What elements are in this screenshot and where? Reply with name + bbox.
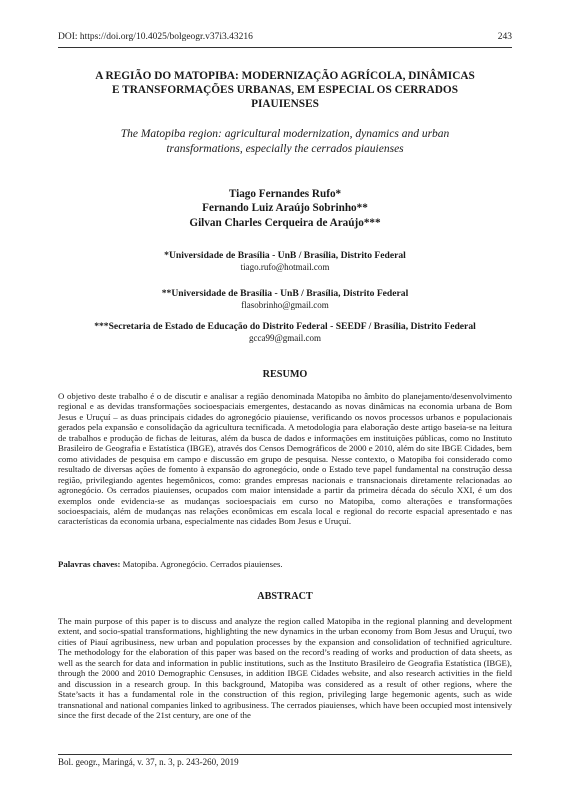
doi-text[interactable]: DOI: https://doi.org/10.4025/bolgeogr.v37i3.43216 (58, 32, 253, 42)
affiliation-email[interactable]: flasobrinho@gmail.com (241, 299, 329, 310)
subtitle-line: The Matopiba region: agricultural modernization, dynamics and urban (120, 128, 450, 140)
paper-title (58, 69, 512, 112)
page-number: 243 (497, 32, 512, 42)
footer-divider (58, 754, 512, 755)
affiliation-institution: ***Secretaria de Estado de Educação do Distrito Federal - SEEDF / Brasília, Distrito Federal (94, 321, 476, 332)
resumo-body: O objetivo deste trabalho é o de discutir e analisar a região denominada Matopiba no âmbito do planejamento/desenvolvimento regional e as devidas transformações socioespaciais emergentes, destacando as novas dinâmicas na economia urbana de Bom Jesus e Uruçuí – as duas principais cidades do agronegócio piauiense, verificando os novos processos urbanos e populacionais gerados pela expansão e consolidação da agricultura tecnificada. A metodologia para elaboração deste artigo baseia-se na leitura de trabalhos e produção de fichas de leituras, além da busca de dados e informações em instituições públicas, como no Instituto Brasileiro de Geografia e Estatística (IBGE), através dos Censos Demográficos de 2000 e 2010, além do site IBGE Cidades, bem como atividades de pesquisa em campo e discussão em grupo de pesquisa. Nesse contexto, o Matopiba foi considerado como resultado de diversas ações de fomento à expansão do agronegócio, onde o Estado teve papel fundamental na construção dessa região, privilegiando agentes hegemônicos, como: grandes empresas nacionais e transnacionais diretamente relacionadas ao agronegócio. Os cerrados piauienses, ocupados com maior intensidade a partir da primeira década do século XXI, é um dos exemplos onde evidencia-se as mudanças socioespaciais em curso no Matopiba, como alterações e transformações socioespaciais, além de mudanças nas relações econômicas em escala local e regional do recorte espacial apresentado e nas características da economia urbana, especialmente nas cidades Bom Jesus e Uruçuí. (58, 391, 512, 527)
author-list (58, 187, 512, 230)
affiliation-email[interactable]: tiago.rufo@hotmail.com (240, 261, 330, 272)
author-name: Gilvan Charles Cerqueira de Araújo*** (189, 216, 381, 229)
title-line: A REGIÃO DO MATOPIBA: MODERNIZAÇÃO AGRÍCOLA, DINÂMICAS (95, 70, 475, 82)
keywords-label: Palavras chaves: (58, 559, 121, 569)
title-line: E TRANSFORMAÇÕES URBANAS, EM ESPECIAL OS CERRADOS (112, 84, 458, 97)
resumo-heading: RESUMO (262, 369, 308, 380)
subtitle-line: transformations, especially the cerrados piauienses (166, 142, 404, 155)
footer-citation: Bol. geogr., Maringá, v. 37, n. 3, p. 243-260, 2019 (58, 757, 239, 767)
affiliation-institution: *Universidade de Brasília - UnB / Brasília, Distrito Federal (164, 250, 406, 261)
affiliation-email[interactable]: gcca99@gmail.com (248, 332, 321, 343)
running-header (58, 32, 512, 46)
affiliation-1 (40, 250, 530, 274)
affiliation-2 (40, 288, 530, 312)
author-name: Fernando Luiz Araújo Sobrinho** (202, 202, 368, 215)
paper-subtitle-english (70, 127, 500, 156)
abstract-heading: ABSTRACT (257, 591, 313, 602)
header-divider (58, 47, 512, 48)
affiliation-institution: **Universidade de Brasília - UnB / Brasília, Distrito Federal (161, 288, 409, 299)
abstract-body: The main purpose of this paper is to discuss and analyze the region called Matopiba in the regional planning and development extent, and socio-spatial transformations, highlighting the new dynamics in the urban economy from Bom Jesus and Uruçuí, two cities of Piauí agribusiness, new urban and population processes by the expansion and consolidation of technified agriculture. The methodology for the elaboration of this paper was based on the record’s reading of works and production of data sheets, as well as the search for data and information in public institutions, such as the Instituto Brasileiro de Geografia Estatística (IBGE), through the 2000 and 2010 Demographic Censuses, in addition IBGE Cidades website, and also research activities in the field and discussion in a research group. In this background, Matopiba was considered as a result of other regions, where the State’sacts it has a fundamental role in the construction of this region, privileging large hegemonic agents, such as wide transnational and national companies linked to agribusiness. The cerrados piauienses, which have been occupied most intensively since the first decade of the 21st century, are one of the (58, 616, 512, 721)
title-line: PIAUIENSES (251, 98, 319, 111)
affiliation-3 (40, 321, 530, 345)
keywords-text: Matopiba. Agronegócio. Cerrados piauienses. (122, 559, 283, 569)
keywords-line (58, 559, 512, 569)
author-name: Tiago Fernandes Rufo* (228, 188, 342, 200)
